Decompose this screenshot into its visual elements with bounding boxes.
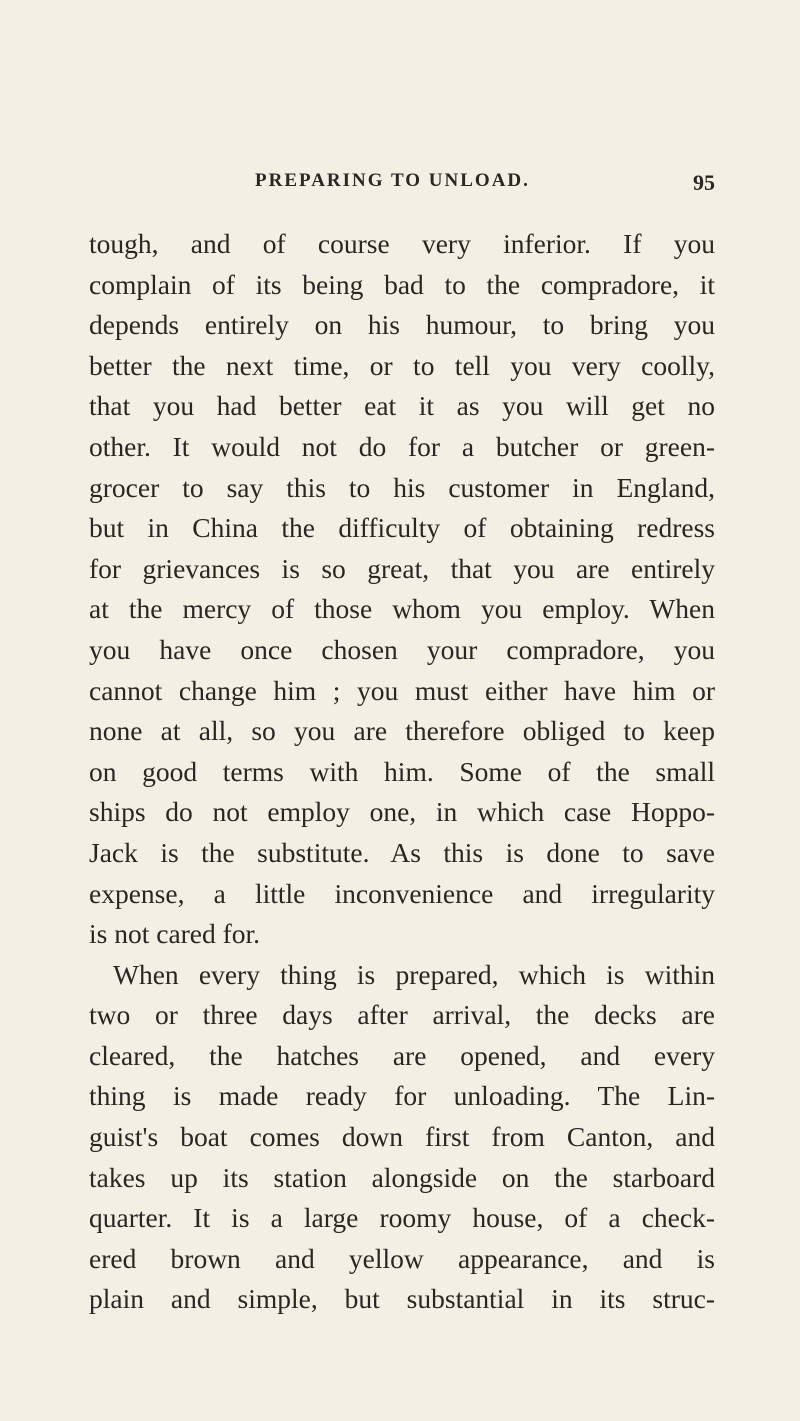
text-line: grocer to say this to his customer in England, <box>89 471 715 503</box>
text-line: takes up its station alongside on the starboard <box>89 1161 715 1193</box>
text-line: Jack is the substitute. As this is done to save <box>89 836 715 868</box>
text-line: you have once chosen your compradore, you <box>89 633 715 665</box>
running-head <box>255 170 715 200</box>
text-line: tough, and of course very inferior. If you <box>89 228 715 259</box>
text-line: none at all, so you are therefore obliged to keep <box>89 715 715 747</box>
text-line: cleared, the hatches are opened, and every <box>89 1039 715 1071</box>
text-line: guist's boat comes down first from Canton, and <box>89 1121 715 1153</box>
running-title: PREPARING TO UNLOAD. <box>255 170 530 191</box>
text-line: for grievances is so great, that you are entirely <box>89 552 715 584</box>
text-line: better the next time, or to tell you very coolly, <box>89 349 715 381</box>
text-line: depends entirely on his humour, to bring you <box>89 309 715 341</box>
paragraph-end-line: is not cared for. <box>89 918 261 950</box>
body-text <box>89 224 715 1320</box>
text-line: complain of its being bad to the compradore, it <box>89 268 715 300</box>
text-line: ships do not employ one, in which case Hoppo- <box>89 796 715 828</box>
text-line: cannot change him ; you must either have him or <box>89 674 715 706</box>
text-line: other. It would not do for a butcher or green- <box>89 430 715 462</box>
text-line: thing is made ready for unloading. The Lin- <box>89 1080 715 1112</box>
text-line: two or three days after arrival, the decks are <box>89 999 715 1031</box>
text-line: but in China the difficulty of obtaining redress <box>89 512 715 544</box>
text-line: quarter. It is a large roomy house, of a check- <box>89 1202 715 1234</box>
text-line: expense, a little inconvenience and irregularity <box>89 877 715 909</box>
text-line: on good terms with him. Some of the small <box>89 755 715 787</box>
text-line: plain and simple, but substantial in its struc- <box>89 1283 715 1315</box>
page-number: 95 <box>693 170 715 195</box>
paragraph-start-line: When every thing is prepared, which is within <box>113 958 715 990</box>
text-line: at the mercy of those whom you employ. When <box>89 593 715 625</box>
text-line: ered brown and yellow appearance, and is <box>89 1242 715 1274</box>
text-line: that you had better eat it as you will get no <box>89 390 715 422</box>
